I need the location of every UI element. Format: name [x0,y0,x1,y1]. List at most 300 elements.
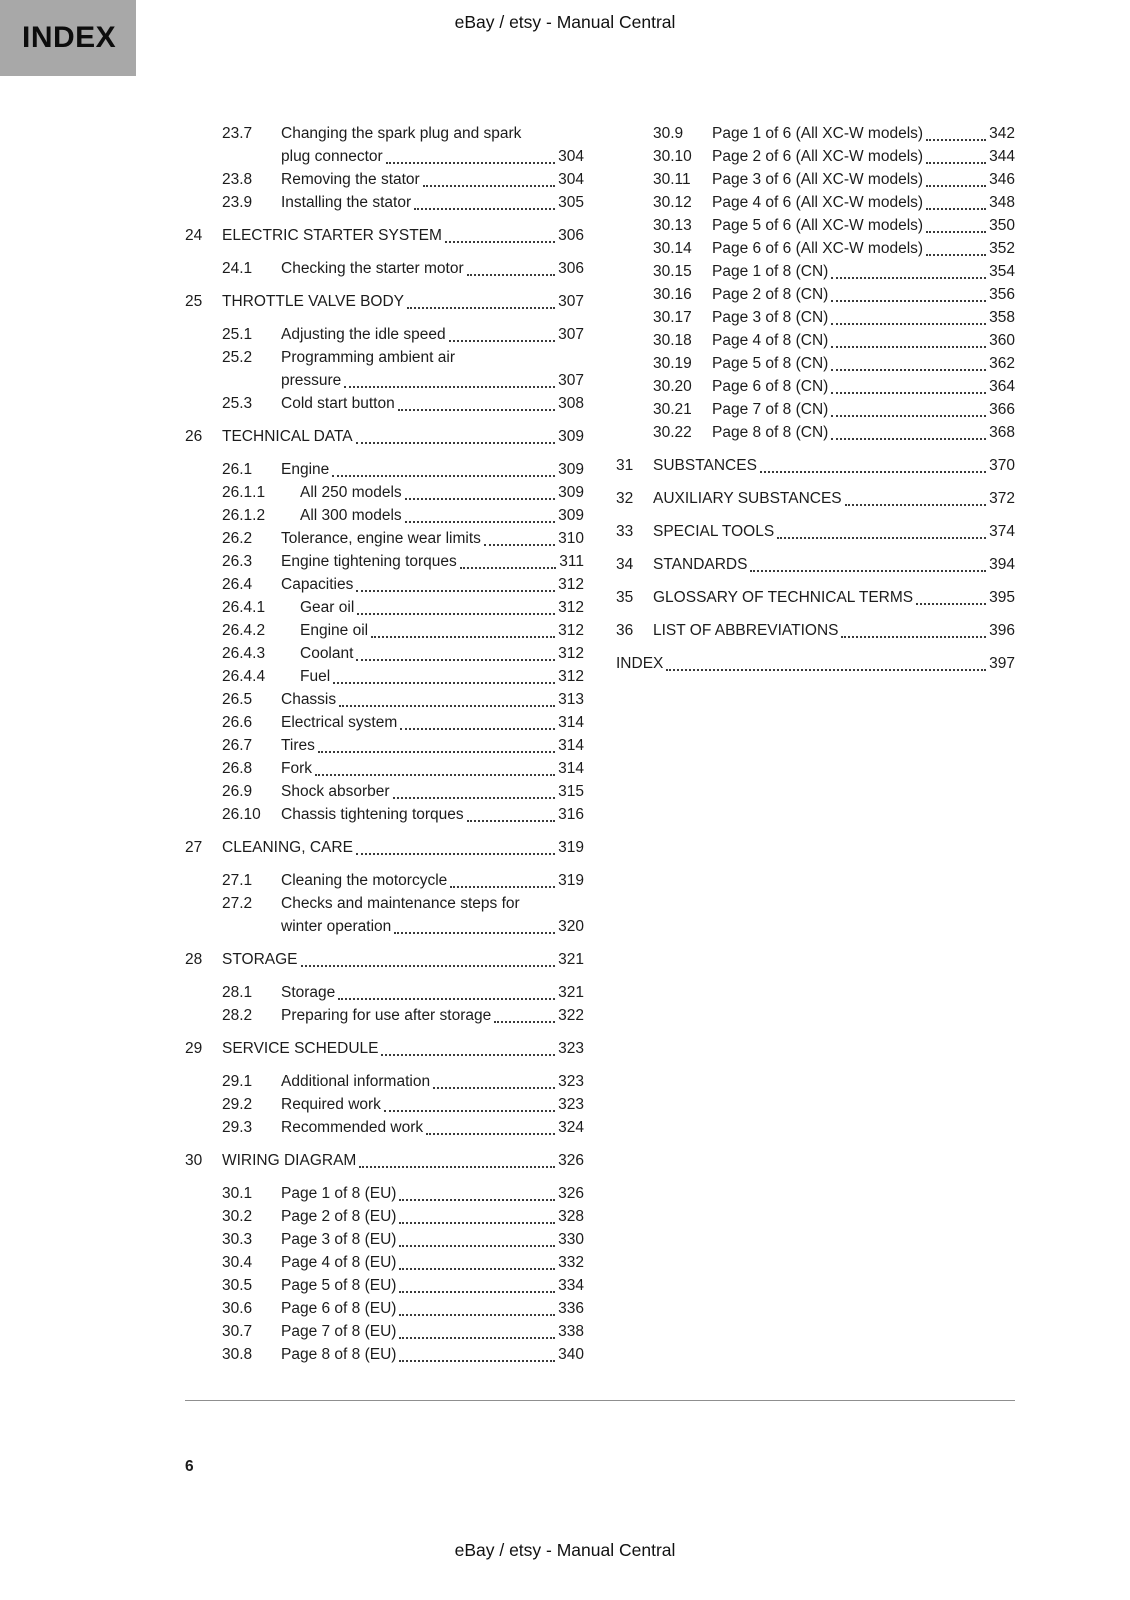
toc-entry-body [653,487,1015,510]
toc-entry-title: Page 8 of 8 (CN) [712,424,829,441]
toc-entry-line [653,619,1015,642]
toc-entry-number: 28 [185,951,203,968]
toc-entry-line [222,948,584,971]
toc-entry-page: 370 [989,457,1015,474]
toc-entry-body [300,481,584,504]
toc-entry [185,224,584,247]
toc-entry [185,1205,584,1228]
toc-entry-body [712,122,1015,145]
toc-entry-page: 308 [558,395,584,412]
dot-leader [926,168,986,187]
toc-entry-title: Page 2 of 6 (All XC-W models) [712,148,924,165]
toc-entry-line [712,214,1015,237]
toc-entry-number: 32 [616,490,634,507]
toc-entry-body [281,122,584,168]
toc-entry [616,398,1015,421]
toc-entry-line [222,224,584,247]
toc-entry-title-continued: pressure [281,372,342,389]
dot-leader [399,1320,555,1339]
dot-leader [831,260,986,279]
toc-entry-title: Removing the stator [281,171,420,188]
toc-entry [185,688,584,711]
toc-entry-line [653,487,1015,510]
toc-entry [185,619,584,642]
toc-entry-page: 346 [989,171,1015,188]
dot-leader [399,1251,555,1270]
toc-entry-page: 332 [558,1254,584,1271]
toc-entry [185,1037,584,1060]
toc-entry-body [281,1205,584,1228]
toc-entry [185,803,584,826]
toc-entry [185,665,584,688]
toc-entry-page: 395 [989,589,1015,606]
toc-entry-body [281,1343,584,1366]
toc-entry-title: Recommended work [281,1119,424,1136]
toc-entry-body [712,145,1015,168]
toc-entry [185,346,584,392]
toc-entry-line [222,1037,584,1060]
toc-entry-title: Page 8 of 8 (EU) [281,1346,397,1363]
toc-entry-line [712,191,1015,214]
toc-entry [616,586,1015,609]
toc-entry-title: SERVICE SCHEDULE [222,1040,379,1057]
toc-entry-title: Coolant [300,645,354,662]
toc-entry-title: All 250 models [300,484,402,501]
toc-entry [185,550,584,573]
toc-entry-number: 26.2 [222,530,253,547]
toc-entry-body [222,290,584,313]
toc-entry-body [281,573,584,596]
toc-entry-page: 319 [558,872,584,889]
toc-entry-line [281,1320,584,1343]
toc-entry-line [712,122,1015,145]
dot-leader [926,214,986,233]
toc-entry-line [281,1182,584,1205]
dot-leader [926,237,986,256]
toc-entry [185,257,584,280]
dot-leader [384,1093,555,1112]
dot-leader [399,1205,555,1224]
toc-entry-body [281,1004,584,1027]
toc-entry-line [281,458,584,481]
dot-leader [494,1004,555,1023]
toc-entry-line [281,1004,584,1027]
dot-leader [407,290,555,309]
dot-leader [926,191,986,210]
toc-entry-number: 27.1 [222,872,253,889]
toc-entry-body [300,619,584,642]
toc-entry-number: 23.8 [222,171,253,188]
toc-entry-body [281,1297,584,1320]
toc-entry-page: 321 [558,984,584,1001]
dot-leader [398,392,555,411]
toc-entry-number: 30.15 [653,263,692,280]
dot-leader [426,1116,555,1135]
toc-entry [616,214,1015,237]
toc-entry-page: 356 [989,286,1015,303]
toc-entry-title: Fork [281,760,312,777]
toc-entry-body [712,375,1015,398]
toc-entry [185,836,584,859]
dot-leader [484,527,555,546]
toc-entry-title: Page 3 of 6 (All XC-W models) [712,171,924,188]
toc-entry [185,1116,584,1139]
toc-entry-body [222,1037,584,1060]
document-header-title: eBay / etsy - Manual Central [454,12,676,32]
dot-leader [450,869,555,888]
toc-entry-number: 29.2 [222,1096,253,1113]
toc-entry-number: 30.5 [222,1277,253,1294]
dot-leader [831,283,986,302]
toc-entry-title: All 300 models [300,507,402,524]
toc-entry-body [281,1070,584,1093]
dot-leader [831,421,986,440]
toc-entry-body [281,734,584,757]
toc-entry-title: Page 7 of 8 (EU) [281,1323,397,1340]
toc-entry-page: 328 [558,1208,584,1225]
toc-column-right [616,122,1015,1366]
toc-entry-number: 23.9 [222,194,253,211]
toc-entry-line [281,711,584,734]
toc-entry [185,1004,584,1027]
toc-entry-number: 27.2 [222,895,253,912]
toc-entry-title: STANDARDS [653,556,748,573]
toc-entry-page: 306 [558,260,584,277]
toc-entry-body [712,283,1015,306]
dot-leader [315,757,555,776]
dot-leader [831,352,986,371]
toc-entry-title: STORAGE [222,951,298,968]
toc-entry [185,1149,584,1172]
toc-entry-title: Adjusting the idle speed [281,326,446,343]
toc-entry-line [281,981,584,1004]
toc-entry-body [712,168,1015,191]
toc-entry-title: SUBSTANCES [653,457,757,474]
toc-entry [185,757,584,780]
toc-entry-line [281,1343,584,1366]
toc-entry-number: 25 [185,293,203,310]
dot-leader [760,454,986,473]
toc-entry-line [281,688,584,711]
toc-entry-line [281,869,584,892]
toc-entry-body [281,711,584,734]
toc-entry-body [281,981,584,1004]
toc-entry-number: 26 [185,428,203,445]
dot-leader [399,1297,555,1316]
toc-entry [185,1093,584,1116]
toc-entry-page: 310 [558,530,584,547]
toc-entry-number: 26.4.2 [222,622,266,639]
toc-entry-body [281,458,584,481]
toc-entry-number: 26.1.1 [222,484,266,501]
dot-leader [332,458,555,477]
footer-divider [185,1400,1015,1401]
toc-entry-body [281,1182,584,1205]
toc-entry [616,191,1015,214]
toc-entry-page: 311 [559,553,584,570]
toc-entry-title: INDEX [616,655,664,672]
toc-entry-body [300,665,584,688]
dot-leader [394,915,555,934]
toc-entry [616,329,1015,352]
dot-leader [339,688,555,707]
toc-entry-number: 26.10 [222,806,261,823]
toc-entry-title: Page 6 of 6 (All XC-W models) [712,240,924,257]
toc-entry-title: Page 4 of 8 (CN) [712,332,829,349]
toc-entry [616,454,1015,477]
toc-entry-line [300,596,584,619]
toc-entry-body [222,224,584,247]
toc-entry-title: Storage [281,984,336,1001]
toc-entry [185,323,584,346]
toc-entry-line [281,573,584,596]
toc-entry-title: Tolerance, engine wear limits [281,530,481,547]
toc-entry [185,527,584,550]
toc-entry-body [653,520,1015,543]
dot-leader [381,1037,555,1056]
dot-leader [399,1274,555,1293]
toc-entry-page: 348 [989,194,1015,211]
toc-entry-number: 30.3 [222,1231,253,1248]
toc-entry-body [712,237,1015,260]
toc-entry-body [712,191,1015,214]
toc-entry-line [712,329,1015,352]
toc-entry-number: 29.1 [222,1073,253,1090]
toc-entry-page: 358 [989,309,1015,326]
toc-entry-title: Page 3 of 8 (CN) [712,309,829,326]
toc-entry-line [281,1228,584,1251]
index-tab-label: INDEX [22,21,117,54]
toc-entry-page: 307 [558,326,584,343]
toc-entry-title: Additional information [281,1073,431,1090]
dot-leader [845,487,986,506]
toc-entry-page: 307 [558,372,584,389]
toc-entry-body [222,948,584,971]
dot-leader [356,573,555,592]
toc-entry-title: Cleaning the motorcycle [281,872,448,889]
toc-entry-number: 36 [616,622,634,639]
dot-leader [386,145,555,164]
toc-entry-number: 30.16 [653,286,692,303]
toc-entry-number: 30.17 [653,309,692,326]
toc-entry-title: Page 2 of 8 (EU) [281,1208,397,1225]
toc-entry-body [653,586,1015,609]
dot-leader [371,619,555,638]
toc-entry-page: 323 [558,1040,584,1057]
toc-entry-body [222,1149,584,1172]
dot-leader [831,375,986,394]
toc-entry-number: 26.4.4 [222,668,266,685]
dot-leader [414,191,555,210]
toc-entry-title: Page 1 of 6 (All XC-W models) [712,125,924,142]
toc-entry-number: 34 [616,556,634,573]
dot-leader [467,803,555,822]
toc-entry-body [281,1093,584,1116]
toc-entry [185,734,584,757]
toc-entry-page: 344 [989,148,1015,165]
toc-entry-title: AUXILIARY SUBSTANCES [653,490,842,507]
toc-entry-page: 320 [558,918,584,935]
toc-entry-page: 360 [989,332,1015,349]
toc-entry [616,352,1015,375]
toc-entry-title: SPECIAL TOOLS [653,523,775,540]
toc-entry [185,1182,584,1205]
toc-entry-number: 25.3 [222,395,253,412]
toc-entry-body [281,323,584,346]
toc-entry-title: Page 3 of 8 (EU) [281,1231,397,1248]
toc-entry-body [712,260,1015,283]
toc-entry-body [712,306,1015,329]
toc-entry-page: 368 [989,424,1015,441]
toc-entry [185,596,584,619]
toc-entry-title-continued: winter operation [281,918,392,935]
toc-entry [185,290,584,313]
toc-entry-line [653,553,1015,576]
toc-entry [616,283,1015,306]
toc-entry [185,1228,584,1251]
toc-entry-page: 314 [558,714,584,731]
toc-entry-line [300,504,584,527]
toc-entry-page: 312 [558,622,584,639]
toc-entry-page: 326 [558,1152,584,1169]
dot-leader [445,224,555,243]
toc-entry [185,481,584,504]
toc-entry-page: 312 [558,645,584,662]
toc-entry-page: 354 [989,263,1015,280]
toc-entry [616,553,1015,576]
toc-entry-number: 26.4.1 [222,599,266,616]
dot-leader [666,652,986,671]
toc-entry-line [281,527,584,550]
toc-entry-body [281,1274,584,1297]
dot-leader [359,1149,555,1168]
toc-entry-title: Tires [281,737,315,754]
toc-entry-body [281,803,584,826]
toc-entry [185,1343,584,1366]
dot-leader [831,329,986,348]
toc-entry-line [281,1070,584,1093]
toc-entry-page: 326 [558,1185,584,1202]
toc-entry-line [281,1116,584,1139]
toc-entry-line [281,145,584,168]
toc-entry-number: 33 [616,523,634,540]
toc-entry [185,122,584,168]
toc-entry-number: 30.18 [653,332,692,349]
toc-entry-page: 307 [558,293,584,310]
toc-entry [185,1320,584,1343]
toc-entry-number: 30.2 [222,1208,253,1225]
toc-entry-line [222,836,584,859]
toc-entry-body [281,869,584,892]
toc-entry-body [281,1228,584,1251]
toc-entry-line [281,1093,584,1116]
toc-entry-page: 342 [989,125,1015,142]
toc-entry [185,504,584,527]
toc-entry-page: 323 [558,1073,584,1090]
dot-leader [433,1070,555,1089]
toc-entry-page: 352 [989,240,1015,257]
toc-entry-line [300,481,584,504]
dot-leader [405,504,555,523]
toc-entry-number: 30.9 [653,125,684,142]
toc-entry-number: 26.7 [222,737,253,754]
toc-entry-page: 319 [558,839,584,856]
toc-entry-number: 26.8 [222,760,253,777]
toc-entry-line [281,369,584,392]
toc-entry-body [712,352,1015,375]
toc-entry-page: 312 [558,599,584,616]
toc-entry-line [222,425,584,448]
toc-entry-page: 312 [558,576,584,593]
toc-entry [185,981,584,1004]
toc-entry-title: Cold start button [281,395,395,412]
toc-entry [185,191,584,214]
toc-entry-line [281,323,584,346]
toc-entry-page: 313 [558,691,584,708]
toc-entry-line [281,803,584,826]
toc-entry-title: Gear oil [300,599,355,616]
toc-entry [185,780,584,803]
toc-entry [185,711,584,734]
toc-entry-number: 25.2 [222,349,253,366]
toc-entry-line [281,168,584,191]
toc-entry-title: Engine tightening torques [281,553,457,570]
toc-entry-title: Chassis tightening torques [281,806,464,823]
toc-entry-title: Electrical system [281,714,398,731]
toc-entry-line [712,375,1015,398]
toc-entry-title: Page 5 of 8 (EU) [281,1277,397,1294]
toc-entry-page: 324 [558,1119,584,1136]
toc-entry-title: Capacities [281,576,354,593]
toc-entry-body [281,346,584,392]
dot-leader [338,981,555,1000]
toc-entry-page: 396 [989,622,1015,639]
document-footer-title: eBay / etsy - Manual Central [454,1540,676,1560]
toc-entry-body [712,329,1015,352]
toc-entry-title: THROTTLE VALVE BODY [222,293,405,310]
toc-entry-number: 28.1 [222,984,253,1001]
toc-entry-body [281,257,584,280]
toc-entry-page: 330 [558,1231,584,1248]
page-number: 6 [185,1458,194,1475]
toc-entry-line [300,665,584,688]
toc-entry-number: 26.4 [222,576,253,593]
toc-entry-body [281,392,584,415]
toc-entry-line [712,237,1015,260]
toc-entry-title: Page 4 of 8 (EU) [281,1254,397,1271]
dot-leader [916,586,986,605]
toc-entry-page: 374 [989,523,1015,540]
toc-entry-number: 26.5 [222,691,253,708]
toc-entry-title: Page 7 of 8 (CN) [712,401,829,418]
toc-entry-body [653,619,1015,642]
toc-entry-line [653,454,1015,477]
toc-entry-page: 309 [558,484,584,501]
toc-entry-line [281,1274,584,1297]
toc-entry-line [281,1251,584,1274]
dot-leader [831,398,986,417]
toc-entry-number: 30.19 [653,355,692,372]
toc-entry-body [281,688,584,711]
toc-entry-body [281,1251,584,1274]
toc-entry-number: 30.10 [653,148,692,165]
toc-entry-body [653,454,1015,477]
toc-entry-title: Preparing for use after storage [281,1007,492,1024]
toc-entry-number: 30.11 [653,171,691,188]
toc-entry-title: TECHNICAL DATA [222,428,353,445]
toc-column-left [185,122,584,1366]
toc-entry-page: 362 [989,355,1015,372]
